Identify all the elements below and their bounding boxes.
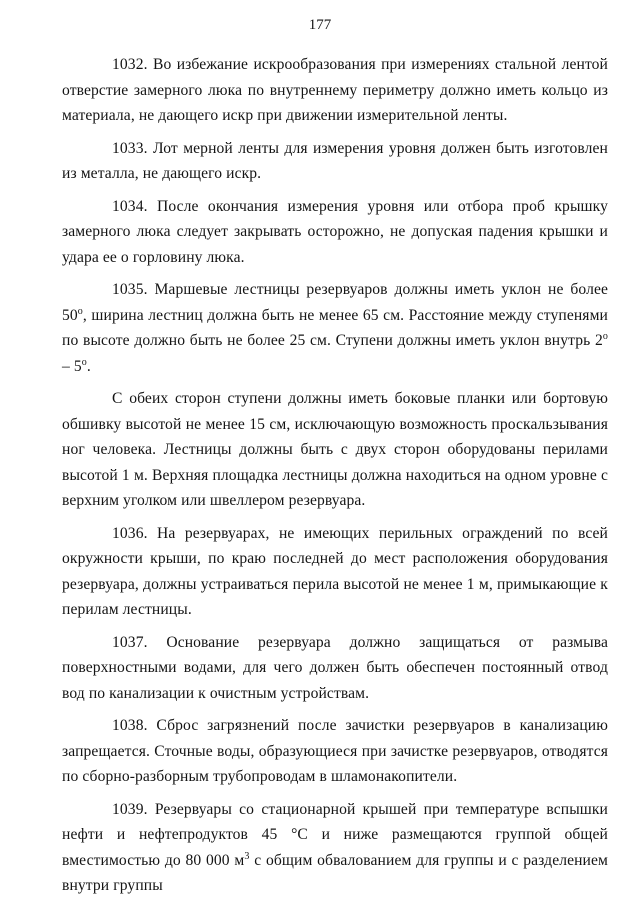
paragraph-text: с общим обвалованием для группы и с разделением внутри группы xyxy=(62,851,608,894)
paragraph-text: 1036. На резервуарах, не имеющих перильных ограждений по всей окружности крыши, по краю последней до мест расположения оборудования резервуара, должны устраиваться перила высотой не менее 1 м, примыкающие к перилам лестницы. xyxy=(62,524,608,618)
superscript: о xyxy=(602,331,608,342)
superscript: о xyxy=(77,305,83,317)
paragraph-text: 1034. После окончания измерения уровня или отбора проб крышку замерного люка следует закрывать осторожно, не допуская падения крышки и удара ее о горловину люка. xyxy=(62,197,608,266)
paragraph-1037 xyxy=(62,630,608,707)
paragraph-text: – 5 xyxy=(62,357,82,375)
page-number: 177 xyxy=(308,17,332,33)
paragraph-1035b xyxy=(62,386,608,514)
paragraph-1039 xyxy=(62,797,608,899)
paragraph-text: 1037. Основание резервуара должно защищаться от размыва поверхностными водами, для чего должен быть обеспечен постоянный отвод вод по канализации к очистным устройствам. xyxy=(62,633,608,702)
paragraph-text: 1033. Лот мерной ленты для измерения уровня должен быть изготовлен из металла, не дающего искр. xyxy=(62,139,608,182)
paragraph-1034 xyxy=(62,194,608,271)
paragraph-text: С обеих сторон ступени должны иметь боковые планки или бортовую обшивку высотой не менее 15 см, исключающую возможность проскальзывания ног человека. Лестницы должны быть с двух сторон оборудованы перилами высотой 1 м. Верхняя площадка лестницы должна находиться на одном уровне с верхним уголком или швеллером резервуара. xyxy=(62,390,608,509)
paragraph-text: . xyxy=(86,357,91,375)
paragraph-1038 xyxy=(62,713,608,790)
superscript: о xyxy=(81,356,87,368)
paragraph-text: 1039. Резервуары со стационарной крышей при температуре вспышки нефти и нефтепродуктов 45 °С и ниже размещаются группой общей вместимостью до 80 000 м xyxy=(62,800,608,869)
paragraph-1033 xyxy=(62,136,608,187)
paragraph-1032 xyxy=(62,52,608,129)
superscript: 3 xyxy=(244,850,250,862)
paragraph-text: , ширина лестниц должна быть не менее 65 см. Расстояние между ступенями по высоте должно быть не более 25 см. Ступени должны иметь уклон внутрь 2 xyxy=(62,306,608,349)
document-body xyxy=(62,52,608,906)
paragraph-1035 xyxy=(62,277,608,379)
paragraph-text: 1032. Во избежание искрообразования при измерениях стальной лентой отверстие замерного люка по внутреннему периметру должно иметь кольцо из материала, не дающего искр при движении измерительной ленты. xyxy=(62,56,608,124)
paragraph-1036 xyxy=(62,521,608,623)
paragraph-text: 1035. Маршевые лестницы резервуаров должны иметь уклон не более 50 xyxy=(62,281,608,324)
paragraph-text: 1038. Сброс загрязнений после зачистки резервуаров в канализацию запрещается. Сточные воды, образующиеся при зачистке резервуаров, отводятся по сборно-разборным трубопроводам в шламонакопители. xyxy=(62,717,608,785)
